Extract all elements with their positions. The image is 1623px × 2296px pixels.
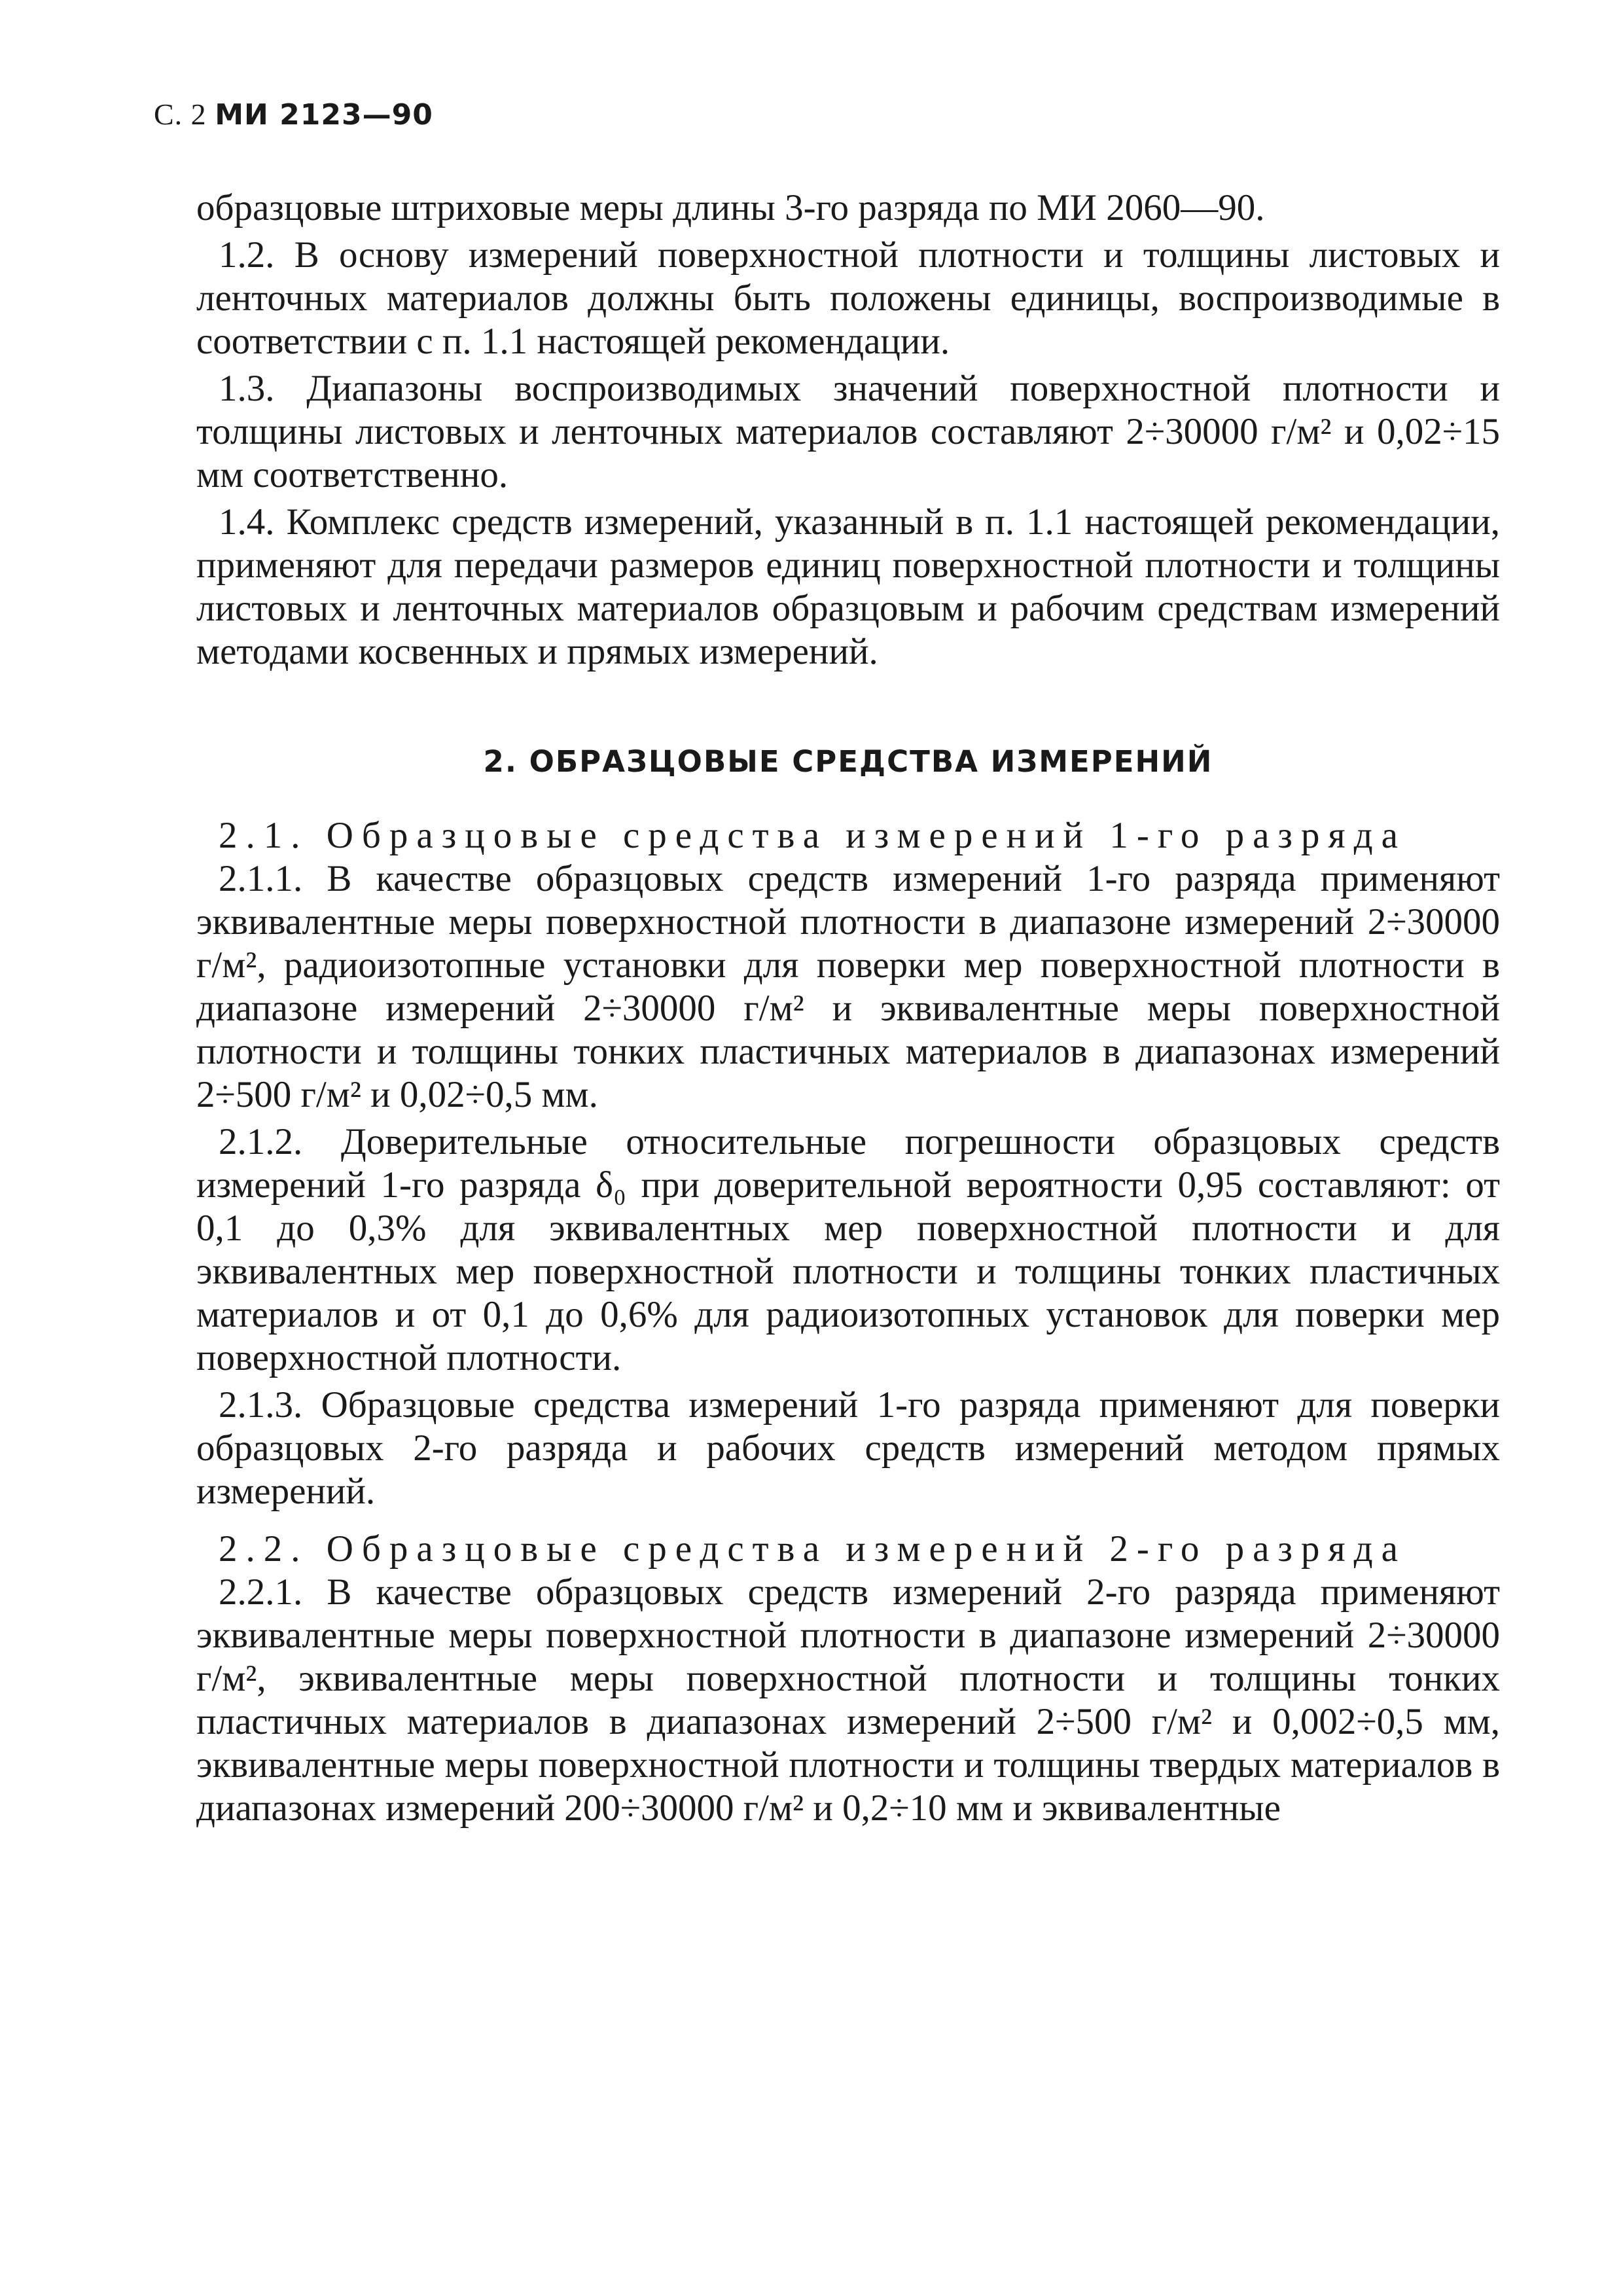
page-body (196, 187, 1500, 1830)
paragraph-1-3: 1.3. Диапазоны воспроизводимых значений поверхностной плотности и толщины листовых и ленточных материалов составляют 2÷30000 г/м² и 0,02÷15 мм соответственно. (196, 368, 1500, 495)
subsection-heading-2-1: 2.1. Образцовые средства измерений 1-го разряда (219, 815, 1406, 856)
page-header (154, 97, 433, 132)
page-number: С. 2 (154, 98, 207, 131)
paragraph-2-1-3: 2.1.3. Образцовые средства измерений 1-го разряда применяют для поверки образцовых 2-го разряда и рабочих средств измерений методом прямых измерений. (196, 1384, 1500, 1512)
paragraph-continuation: образцовые штриховые меры длины 3-го разряда по МИ 2060—90. (196, 187, 1265, 228)
paragraph-1-2: 1.2. В основу измерений поверхностной плотности и толщины листовых и ленточных материалов должны быть положены единицы, воспроизводимые в соответствии с п. 1.1 настоящей рекомендации. (196, 234, 1500, 362)
subsection-heading-2-2: 2.2. Образцовые средства измерений 2-го разряда (219, 1528, 1406, 1570)
paragraph-1-4: 1.4. Комплекс средств измерений, указанный в п. 1.1 настоящей рекомендации, применяют для передачи размеров единиц поверхностной плотности и толщины листовых и ленточных материалов образцовым и рабочим средствам измерений методами косвенных и прямых измерений. (196, 501, 1500, 672)
paragraph-2-1-2: 2.1.2. Доверительные относительные погрешности образцовых средств измерений 1-го разряда δ₀ при доверительной вероятности 0,95 составляют: от 0,1 до 0,3% для эквивалентных мер поверхностной плотности и для эквивалентных мер поверхностной плотности и толщины тонких пластичных материалов и от 0,1 до 0,6% для радиоизотопных установок для поверки мер поверхностной плотности. (196, 1121, 1500, 1378)
document-code: МИ 2123—90 (215, 98, 433, 132)
paragraph-2-2-1: 2.2.1. В качестве образцовых средств измерений 2-го разряда применяют эквивалентные меры поверхностной плотности в диапазоне измерений 2÷30000 г/м², эквивалентные меры поверхностной плотности и толщины тонких пластичных материалов в диапазонах измерений 2÷500 г/м² и 0,002÷0,5 мм, эквивалентные меры поверхностной плотности и толщины твердых материалов в диапазонах измерений 200÷30000 г/м² и 0,2÷10 мм и эквивалентные (196, 1571, 1500, 1829)
paragraph-2-1-1: 2.1.1. В качестве образцовых средств измерений 1-го разряда применяют эквивалентные меры поверхностной плотности в диапазоне измерений 2÷30000 г/м², радиоизотопные установки для поверки мер поверхностной плотности в диапазоне измерений 2÷30000 г/м² и эквивалентные меры поверхностной плотности и толщины тонких пластичных материалов в диапазонах измерений 2÷500 г/м² и 0,02÷0,5 мм. (196, 858, 1500, 1115)
section-heading: 2. ОБРАЗЦОВЫЕ СРЕДСТВА ИЗМЕРЕНИЙ (483, 744, 1213, 779)
